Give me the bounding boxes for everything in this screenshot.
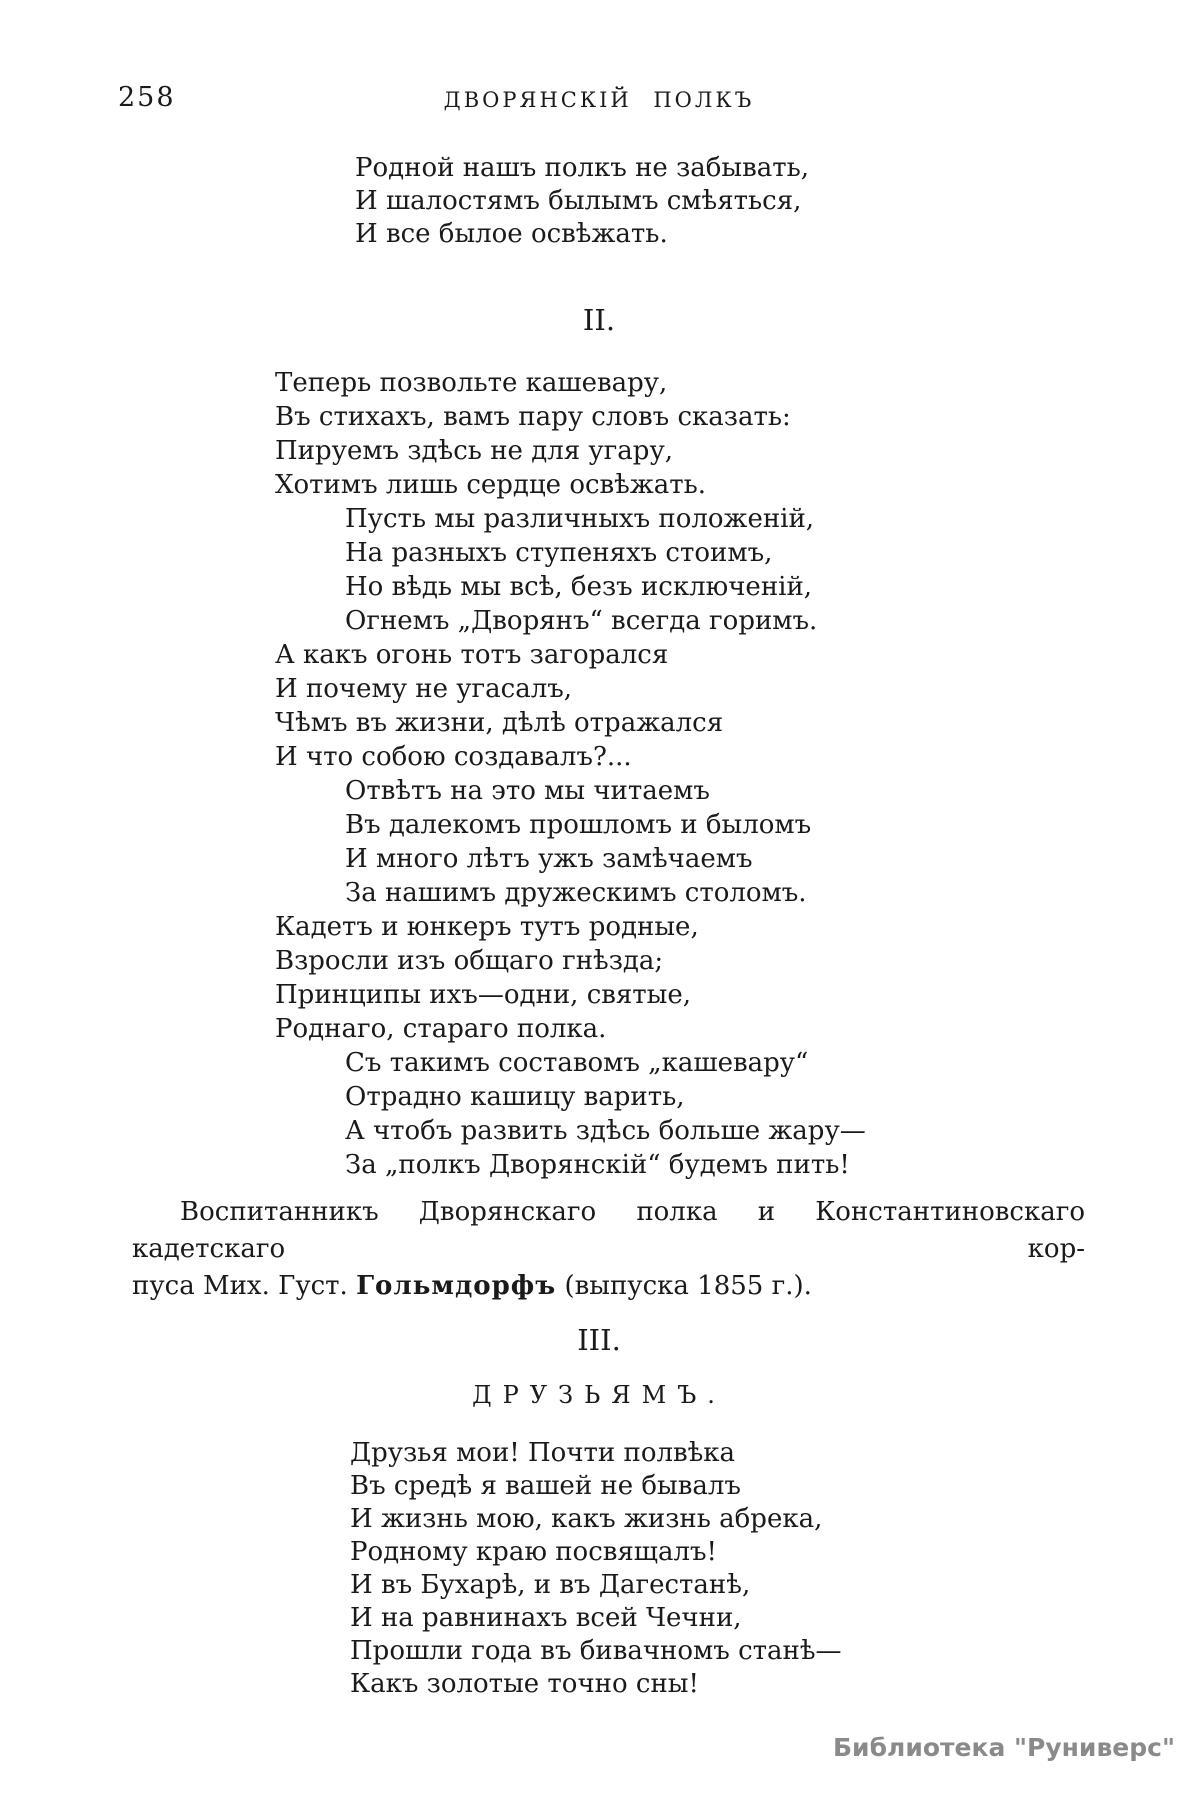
section-3-heading: III. <box>577 1323 621 1357</box>
poem-line: И много лѣтъ ужъ замѣчаемъ <box>345 844 753 874</box>
poem-line: Роднаго, стараго полка. <box>275 1014 607 1044</box>
poem-line: А какъ огонь тотъ загорался <box>275 640 669 670</box>
attribution-paragraph <box>132 1194 1085 1305</box>
attribution-line-1: Воспитанникъ Дворянскаго полка и Константиновскаго кадетскаго кор- <box>132 1197 1085 1264</box>
section-2-heading: II. <box>582 303 616 337</box>
poem-line: И въ Бухарѣ, и въ Дагестанѣ, <box>350 1570 751 1600</box>
poem-line: Какъ золотые точно сны! <box>350 1669 699 1699</box>
poem-line: И почему не угасалъ, <box>275 674 573 704</box>
poem-line: Теперь позвольте кашевару, <box>275 368 668 398</box>
poem-line: Отвѣтъ на это мы читаемъ <box>345 776 710 806</box>
poem-line: Родному краю посвящалъ! <box>350 1537 717 1567</box>
poem-line: Въ средѣ я вашей не бывалъ <box>350 1471 741 1501</box>
poem-title: ДРУЗЬЯМЪ. <box>472 1381 726 1409</box>
library-watermark: Библиотека "Руниверс" <box>833 1733 1175 1762</box>
poem-line: Кадетъ и юнкеръ тутъ родные, <box>275 912 699 942</box>
attribution-text: пуса Мих. Густ. <box>132 1271 357 1301</box>
page-number: 258 <box>118 82 176 113</box>
poem-line: Принципы ихъ—одни, святые, <box>275 980 692 1010</box>
stanza-3 <box>350 1437 842 1701</box>
poem-line: И на равнинахъ всей Чечни, <box>350 1603 742 1633</box>
stanza-1 <box>355 152 809 251</box>
poem-line: Пируемъ здѣсь не для угару, <box>275 436 674 466</box>
poem-line: Съ такимъ составомъ „кашевару“ <box>345 1048 809 1078</box>
poem-line: Въ далекомъ прошломъ и быломъ <box>345 810 812 840</box>
poem-line: За нашимъ дружескимъ столомъ. <box>345 878 807 908</box>
poem-line: Хотимъ лишь сердце освѣжать. <box>275 470 707 500</box>
poem-line: И все былое освѣжать. <box>355 219 668 249</box>
poem-line: Чѣмъ въ жизни, дѣлѣ отражался <box>275 708 724 738</box>
poem-line: И шалостямъ былымъ смѣяться, <box>355 186 802 216</box>
poem-line: Взросли изъ общаго гнѣзда; <box>275 946 664 976</box>
poem-line: И что собою создавалъ?... <box>275 742 632 772</box>
poem-line: Въ стихахъ, вамъ пару словъ сказать: <box>275 402 791 432</box>
poem-line: Огнемъ „Дворянъ“ всегда горимъ. <box>345 606 818 636</box>
attribution-line-2 <box>132 1268 1085 1305</box>
poem-line: А чтобъ развить здѣсь больше жару— <box>345 1116 866 1146</box>
poem-line: Отрадно кашицу варить, <box>345 1082 685 1112</box>
poem-line: За „полкъ Дворянскій“ будемъ пить! <box>345 1150 850 1180</box>
poem-line: И жизнь мою, какъ жизнь абрека, <box>350 1504 823 1534</box>
poem-line: Прошли года въ бивачномъ станѣ— <box>350 1636 842 1666</box>
poem-line: Пусть мы различныхъ положеній, <box>345 504 815 534</box>
stanza-2 <box>275 366 866 1182</box>
running-head: ДВОРЯНСКІЙ ПОЛКЪ <box>443 88 755 112</box>
attribution-text: (выпуска 1855 г.). <box>556 1271 812 1301</box>
poem-line: Друзья мои! Почти полвѣка <box>350 1438 736 1468</box>
attribution-name: Гольмдорфъ <box>356 1271 557 1301</box>
poem-line: Родной нашъ полкъ не забывать, <box>355 153 810 183</box>
poem-line: Но вѣдь мы всѣ, безъ исключеній, <box>345 572 813 602</box>
poem-line: На разныхъ ступеняхъ стоимъ, <box>345 538 773 568</box>
